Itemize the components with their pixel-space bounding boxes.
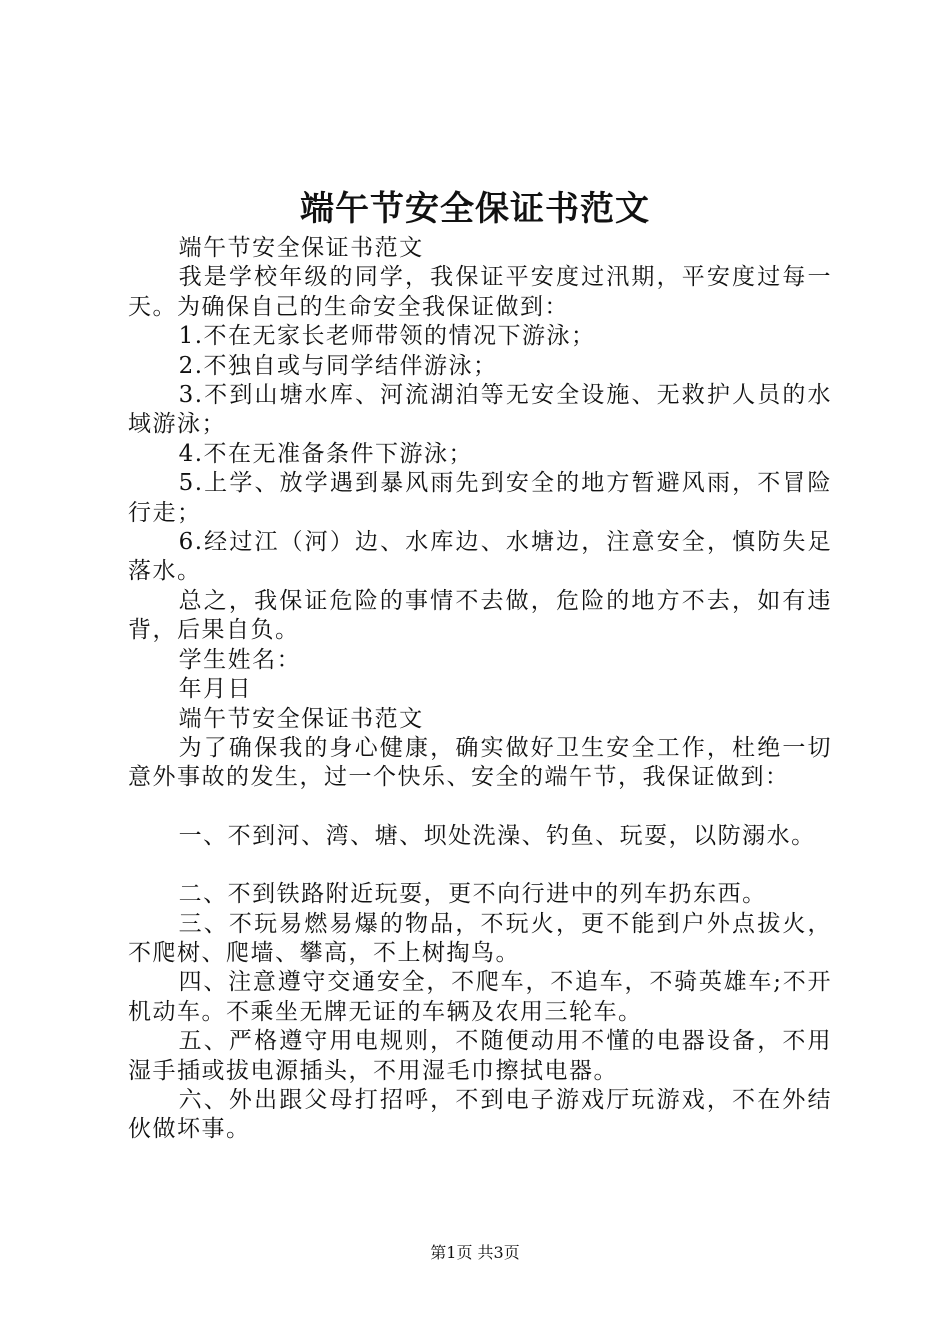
paragraph-subtitle-1: 端午节安全保证书范文 xyxy=(178,235,424,261)
paragraph-intro-1: 我是学校年级的同学，我保证平安度过汛期，平安度过每一天。为确保自己的生命安全我保证做到： xyxy=(128,264,832,320)
list-item-6: 6.经过江（河）边、水库边、水塘边，注意安全，慎防失足落水。 xyxy=(128,529,832,585)
pledge-item-3: 三、不玩易燃易爆的物品，不玩火，更不能到户外点拔火，不爬树、爬墙、攀高，不上树掏鸟。 xyxy=(128,910,832,966)
pledge-item-6: 六、外出跟父母打招呼，不到电子游戏厅玩游戏，不在外结伙做坏事。 xyxy=(128,1086,832,1143)
pledge-item-1: 一、不到河、湾、塘、坝处洗澡、钓鱼、玩耍，以防溺水。 xyxy=(178,822,816,849)
pledge-item-2: 二、不到铁路附近玩耍，更不向行进中的列车扔东西。 xyxy=(178,881,767,908)
pledge-item-5: 五、严格遵守用电规则，不随便动用不懂的电器设备，不用湿手插或拔电源插头，不用湿毛巾擦拭电器。 xyxy=(128,1028,832,1084)
paragraph-intro-2: 为了确保我的身心健康，确实做好卫生安全工作，杜绝一切意外事故的发生，过一个快乐、安全的端午节，我保证做到： xyxy=(128,734,832,791)
document-title: 端午节安全保证书范文 xyxy=(300,189,650,229)
document-body xyxy=(128,234,832,1145)
paragraph-subtitle-2: 端午节安全保证书范文 xyxy=(178,705,424,732)
student-name-line: 学生姓名： xyxy=(178,646,302,673)
page-number-footer: 第1页 共3页 xyxy=(430,1243,520,1262)
list-item-5: 5.上学、放学遇到暴风雨先到安全的地方暂避风雨，不冒险行走； xyxy=(128,470,832,526)
pledge-item-4: 四、注意遵守交通安全，不爬车，不追车，不骑英雄车;不开机动车。不乘坐无牌无证的车辆及农用三轮车。 xyxy=(128,969,832,1025)
list-item-1: 1.不在无家长老师带领的情况下游泳； xyxy=(178,323,596,350)
paragraph-conclusion: 总之，我保证危险的事情不去做，危险的地方不去，如有违背，后果自负。 xyxy=(128,587,832,644)
list-item-2: 2.不独自或与同学结伴游泳； xyxy=(178,352,498,379)
date-line: 年月日 xyxy=(178,676,253,703)
list-item-3: 3.不到山塘水库、河流湖泊等无安全设施、无救护人员的水域游泳； xyxy=(128,382,832,438)
list-item-4: 4.不在无准备条件下游泳； xyxy=(178,440,474,467)
